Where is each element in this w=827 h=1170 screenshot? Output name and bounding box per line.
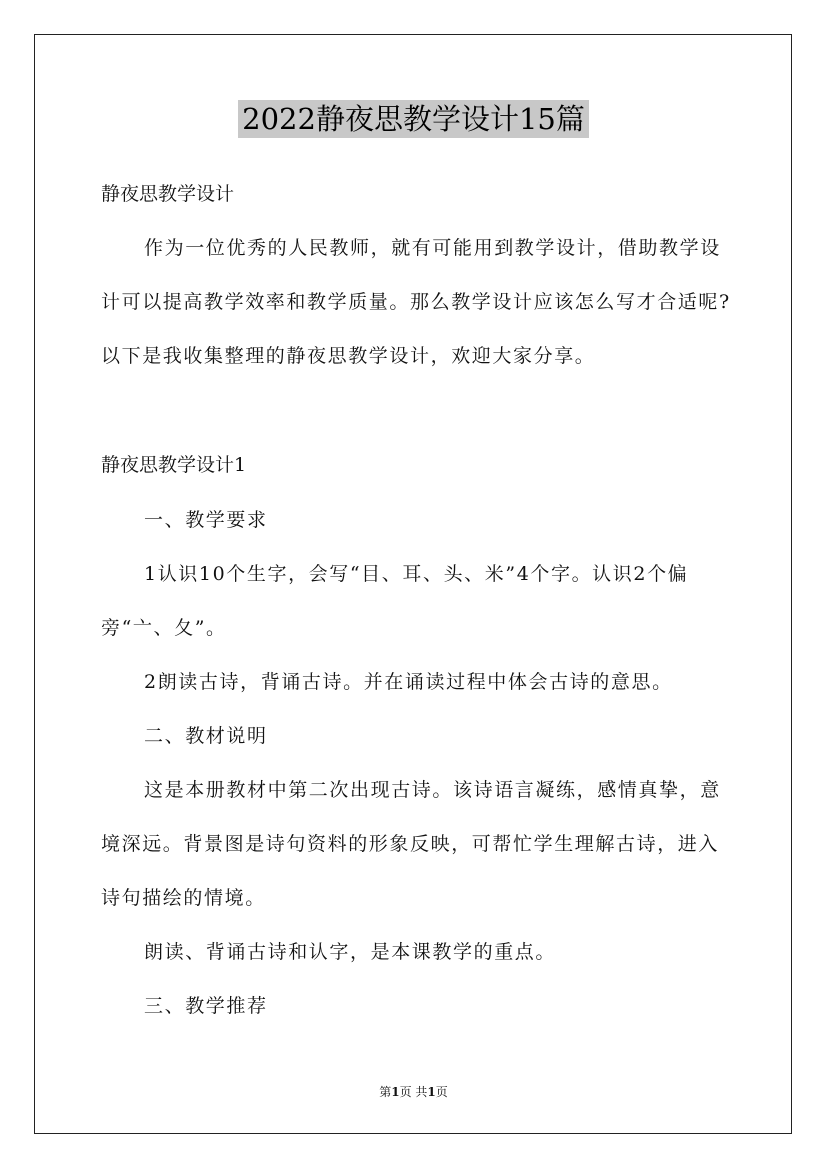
document-title: 2022静夜思教学设计15篇 xyxy=(238,100,589,138)
footer-page-total: 1 xyxy=(427,1085,436,1099)
subheading: 一、教学要求 xyxy=(144,509,268,531)
paragraph-line: 境深远。背景图是诗句资料的形象反映，可帮忙学生理解古诗，进入 xyxy=(101,833,720,855)
page-footer xyxy=(0,1084,827,1100)
paragraph-line: 以下是我收集整理的静夜思教学设计，欢迎大家分享。 xyxy=(101,345,596,367)
section-heading: 静夜思教学设计 xyxy=(101,183,235,205)
subheading: 二、教材说明 xyxy=(144,725,268,747)
paragraph-line: 1认识10个生字，会写“目、耳、头、米”4个字。认识2个偏 xyxy=(144,563,689,585)
paragraph-line: 作为一位优秀的人民教师，就有可能用到教学设计，借助教学设 xyxy=(144,237,721,259)
section-heading: 静夜思教学设计1 xyxy=(101,454,247,476)
paragraph-line: 计可以提高教学效率和教学质量。那么教学设计应该怎么写才合适呢? xyxy=(101,291,731,313)
subheading: 三、教学推荐 xyxy=(144,995,268,1017)
footer-suffix: 页 xyxy=(435,1085,448,1099)
footer-prefix: 第 xyxy=(379,1085,392,1099)
paragraph-line: 旁“亠、夂”。 xyxy=(101,617,227,639)
footer-page-current: 1 xyxy=(391,1085,400,1099)
title-block xyxy=(0,100,827,138)
paragraph-line: 诗句描绘的情境。 xyxy=(101,887,266,909)
paragraph-line: 这是本册教材中第二次出现古诗。该诗语言凝练，感情真挚，意 xyxy=(144,779,721,801)
footer-mid: 页 共 xyxy=(399,1085,428,1099)
paragraph-line: 2朗读古诗，背诵古诗。并在诵读过程中体会古诗的意思。 xyxy=(144,671,673,693)
paragraph-line: 朗读、背诵古诗和认字，是本课教学的重点。 xyxy=(144,941,557,963)
